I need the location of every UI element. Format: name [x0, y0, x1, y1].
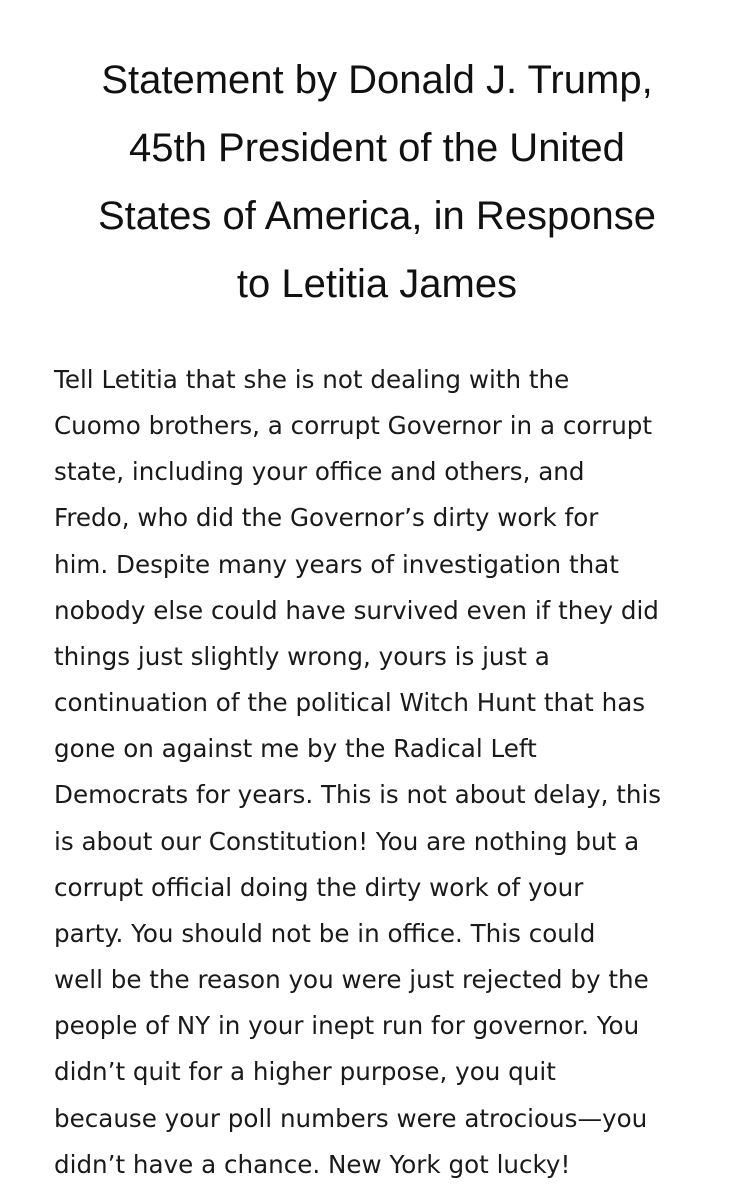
body-line: didn’t have a chance. New York got lucky!	[54, 1149, 571, 1179]
body-line: well be the reason you were just rejected by the	[54, 965, 649, 995]
body-line: Tell Letitia that she is not dealing with the	[54, 365, 570, 394]
body-line: gone on against me by the Radical Left	[54, 734, 537, 764]
body-line: him. Despite many years of investigation that	[54, 549, 619, 579]
body-line: Democrats for years. This is not about delay, this	[54, 780, 662, 810]
body-line: Cuomo brothers, a corrupt Governor in a corrupt	[54, 411, 653, 441]
body-line: nobody else could have survived even if they did	[54, 595, 659, 625]
statement-body	[54, 357, 716, 1188]
title-line: Statement by Donald J. Trump,	[101, 58, 653, 102]
title-line: 45th President of the United	[129, 126, 625, 170]
title-line: States of America, in Response	[97, 194, 657, 238]
body-line: corrupt official doing the dirty work of your	[54, 872, 584, 902]
body-line: Fredo, who did the Governor’s dirty work for	[54, 503, 599, 533]
body-line: people of NY in your inept run for governor. You	[54, 1011, 640, 1041]
body-line: didn’t quit for a higher purpose, you quit	[54, 1057, 556, 1087]
title-line: to Letitia James	[236, 262, 518, 306]
body-line: because your poll numbers were atrocious—you	[54, 1103, 648, 1133]
body-line: continuation of the political Witch Hunt that has	[54, 688, 646, 718]
body-line: is about our Constitution! You are nothing but a	[54, 826, 640, 856]
body-line: party. You should not be in office. This could	[54, 918, 596, 948]
body-line: state, including your office and others, and	[54, 457, 585, 487]
body-line: things just slightly wrong, yours is just a	[54, 641, 550, 671]
statement-title	[40, 46, 714, 318]
